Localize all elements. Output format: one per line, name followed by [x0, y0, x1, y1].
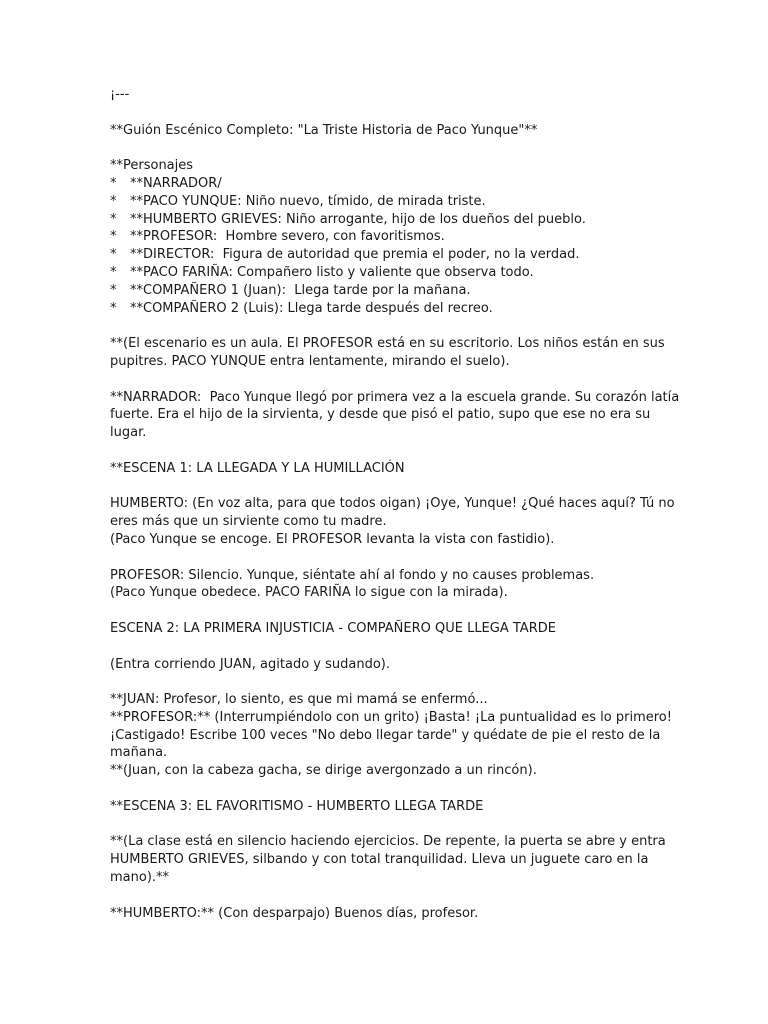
title-paragraph [110, 122, 662, 140]
separator: ¡--- [110, 87, 130, 102]
stage-direction: mano).** [110, 870, 170, 886]
dialogue-line: **HUMBERTO:** (Con desparpajo) Buenos días, profesor. [110, 905, 479, 921]
stage-direction: (Entra corriendo JUAN, agitado y sudando). [110, 656, 390, 672]
dialogue-line: PROFESOR: Silencio. Yunque, siéntate ahí al fondo y no causes problemas. [110, 567, 595, 583]
narrator-paragraph [110, 389, 680, 442]
stage-direction: (Paco Yunque se encoge. El PROFESOR levanta la vista con fastidio). [110, 531, 555, 547]
character-text: **NARRADOR/ [130, 175, 222, 191]
character-text: **COMPAÑERO 2 (Luis): Llega tarde después del recreo. [130, 300, 493, 316]
separator-paragraph [110, 86, 662, 104]
script-title: **Guión Escénico Completo: "La Triste Historia de Paco Yunque"** [110, 122, 538, 138]
scene2-heading-paragraph [110, 620, 662, 638]
bullet-mark: * [110, 175, 117, 191]
character-text: **COMPAÑERO 1 (Juan): Llega tarde por la mañana. [130, 282, 471, 298]
dialogue-line: eres más que un sirviente como tu madre. [110, 514, 387, 530]
character-text: **HUMBERTO GRIEVES: Niño arrogante, hijo de los dueños del pueblo. [130, 211, 586, 227]
character-text: **PROFESOR: Hombre severo, con favoritismos. [130, 229, 445, 245]
character-text: **PACO FARIÑA: Compañero listo y valiente que observa todo. [130, 264, 534, 280]
scene1-profesor-paragraph [110, 567, 662, 603]
scene1-heading-paragraph [110, 460, 662, 478]
character-text: **PACO YUNQUE: Niño nuevo, tímido, de mirada triste. [130, 193, 486, 209]
scene3-heading: **ESCENA 3: EL FAVORITISMO - HUMBERTO LLEGA TARDE [110, 798, 484, 814]
scene2-entry-paragraph [110, 656, 662, 674]
bullet-mark: * [110, 300, 117, 316]
stage-direction: **(La clase está en silencio haciendo ejercicios. De repente, la puerta se abre y entra [110, 834, 666, 850]
stage-direction: HUMBERTO GRIEVES, silbando y con total tranquilidad. Lleva un juguete caro en la [110, 852, 649, 868]
scene3-humberto-paragraph [110, 905, 662, 923]
character-item [110, 175, 662, 193]
bullet-mark: * [110, 211, 117, 227]
dialogue-line: **PROFESOR:** (Interrumpiéndolo con un grito) ¡Basta! ¡La puntualidad es lo primero! [110, 709, 672, 725]
bullet-mark: * [110, 264, 117, 280]
setting-paragraph [110, 335, 665, 371]
character-item [110, 246, 662, 264]
character-item [110, 228, 662, 246]
character-item [110, 300, 662, 318]
scene1-heading: **ESCENA 1: LA LLEGADA Y LA HUMILLACIÓN [110, 460, 405, 476]
scene1-humberto-paragraph [110, 495, 675, 548]
bullet-mark: * [110, 229, 117, 245]
dialogue-line: mañana. [110, 745, 168, 761]
script-text [110, 86, 680, 922]
stage-direction: (Paco Yunque obedece. PACO FARIÑA lo sigue con la mirada). [110, 585, 508, 601]
narrator-line: **NARRADOR: Paco Yunque llegó por primera vez a la escuela grande. Su corazón latía [110, 389, 680, 405]
dialogue-line: ¡Castigado! Escribe 100 veces "No debo llegar tarde" y quédate de pie el resto de la [110, 727, 661, 743]
setting-line: pupitres. PACO YUNQUE entra lentamente, mirando el suelo). [110, 353, 510, 369]
dialogue-line: **JUAN: Profesor, lo siento, es que mi mamá se enfermó... [110, 692, 488, 708]
bullet-mark: * [110, 282, 117, 298]
narrator-line: lugar. [110, 425, 147, 441]
scene3-setting-paragraph [110, 833, 666, 886]
character-item [110, 193, 662, 211]
stage-direction: **(Juan, con la cabeza gacha, se dirige avergonzado a un rincón). [110, 763, 537, 779]
dialogue-line: HUMBERTO: (En voz alta, para que todos oigan) ¡Oye, Yunque! ¿Qué haces aquí? Tú no [110, 496, 675, 512]
scene2-dialogue-paragraph [110, 691, 672, 780]
scene3-heading-paragraph [110, 798, 662, 816]
bullet-mark: * [110, 193, 117, 209]
character-item [110, 282, 662, 300]
characters-heading: **Personajes [110, 158, 194, 174]
character-item [110, 264, 662, 282]
character-item [110, 211, 662, 229]
narrator-line: fuerte. Era el hijo de la sirvienta, y desde que pisó el patio, supo que ese no era su [110, 407, 651, 423]
setting-line: **(El escenario es un aula. El PROFESOR está en su escritorio. Los niños están en sus [110, 336, 665, 352]
characters-section [110, 157, 662, 317]
scene2-heading: ESCENA 2: LA PRIMERA INJUSTICIA - COMPAÑERO QUE LLEGA TARDE [110, 620, 556, 636]
bullet-mark: * [110, 247, 117, 263]
character-text: **DIRECTOR: Figura de autoridad que premia el poder, no la verdad. [130, 247, 580, 263]
